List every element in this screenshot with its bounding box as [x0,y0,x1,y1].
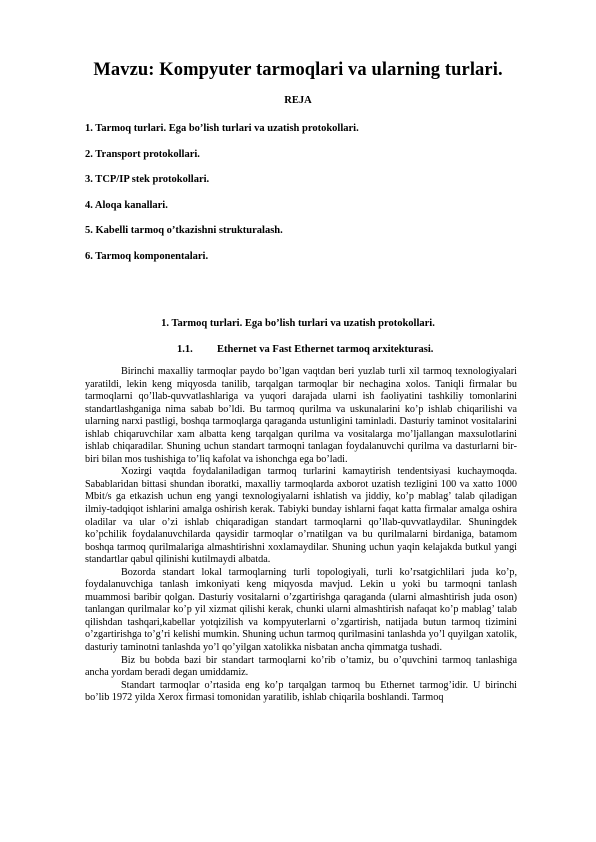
plan-heading: REJA [284,95,312,106]
plan-item: 5. Kabelli tarmoq o’tkazishni strukturalash. [85,225,283,236]
subsection-title: Ethernet va Fast Ethernet tarmoq arxitekturasi. [217,344,434,355]
plan-list [85,121,359,274]
body-text [85,366,517,705]
plan-item: 4. Aloqa kanallari. [85,199,168,211]
paragraph: Biz bu bobda bazi bir standart tarmoqlarni ko’rib o’tamiz, bu o’quvchini tarmoq tanlashiga ancha yordam beradi degan umiddamiz. [85,654,517,679]
paragraph: Bozorda standart lokal tarmoqlarning turli topologiyali, turli ko’rsatgichlilari juda ko’p, foydalanuvchiga tanlash imkoniyati keng miqyosda mavjud. Lekin u yoki bu tarmoqni tanlash muammosi baribir qolgan. Dasturiy vositalarni o’zgartirishga qaraganda (ularni almashtirish juda oson) tanlangan qurilmalar ko’p yil xizmat qilishi kerak, chunki ularni almashtirish nafaqat ko’p mablag’ talab qilishdan tashqari,kabellar yotqizilish va kompyuterlarni o’zgartirish, natijada butun tarmoq tizimini o’zgartirishga to’g’ri kelishi mumkin. Shuning uchun tarmoq qurilmasini tanlashda yo’l quyilgan xatolik, dasturiy taminotni tanlashda yo’l qo’yilgan xatolikka nisbatan ancha qimmatga tushadi. [85,566,517,654]
plan-item: 6. Tarmoq komponentalari. [85,250,209,262]
paragraph: Standart tarmoqlar o’rtasida eng ko’p tarqalgan tarmoq bu Ethernet tarmog’idir. U birinchi bo’lib 1972 yilda Xerox firmasi tomonidan yaratilib, ishlab chiqarila boshlandi. Tarmoq [85,679,517,704]
section-title: 1. Tarmoq turlari. Ega bo’lish turlari va uzatish protokollari. [161,318,435,329]
paragraph: Birinchi maxalliy tarmoqlar paydo bo’lgan vaqtdan beri yuzlab turli xil tarmoq texnologiyalari yaratildi, lekin keng miqyosda tanilib, tarqalgan tarmoqlar bir nechagina xolos. Taniqli firmalar bu tarmoqlarni qo’llab-quvvatlashlariga va yuqori darajada ularni ish faoliyatini tashkiliy tomonlarini standartlashganiga nima sabab bo’ldi. Bu tarmoq qurilma va uskunalarini ko’p ishlab chiqarilishi va ularning narxi pastligi, boshqa tarmoqlarga qaraganda ustunligini taminladi. Dasturiy taminot vositalarini ishlab chiqaruvchilar xam albatta keng tarqalgan qurilma va vositalarga mo’ljallangan maxsulotlarini ishlab chiqaradilar. Shuning uchun standart tarmoqni tanlagan foydalanuvchi qurilma va dasturlarni bir-biri bilan mos tushishiga to’liq kafolat va ishonchga ega bo’ladi. [85,366,517,465]
plan-item: 1. Tarmoq turlari. Ega bo’lish turlari va uzatish protokollari. [85,123,359,134]
document-title: Mavzu: Kompyuter tarmoqlari va ularning turlari. [93,60,503,80]
subsection-number: 1.1. [177,344,193,355]
plan-item: 3. TCP/IP stek protokollari. [85,174,210,185]
paragraph: Xozirgi vaqtda foydalaniladigan tarmoq turlarini kamaytirish tendentsiyasi kuchaymoqda. Sabablaridan bittasi shundan iboratki, maxalliy tarmoqlarda axborot uzatish tezligini 100 va xatto 1000 Mbit/s ga etkazish uchun eng yangi texnologiyalarni ishlatish va jiddiy, ko’p mablag’ talab qiladigan ilmiy-tadqiqot ishlarini amalga oshirish kerak. Tabiyki bunday ishlarni faqat katta firmalar amalga oshira oladilar va ular o’zi ishlab chiqaradigan standart tarmoqlarni qo’llab-quvvatlaydilar. Shuningdek ko’pchilik foydalanuvchilarda qaysidir tarmoqlar o’rnatilgan va bu qurilmalarni birdaniga, batamom boshqa tarmoq qurilmalariga almashtirishni xoxlamaydilar. Shuning uchun yaqin kelajakda butkul yangi standartlar qabul qilinishi kutilmaydi albatda. [85,466,517,566]
plan-item: 2. Transport protokollari. [85,148,200,160]
subsection-heading [177,344,433,355]
